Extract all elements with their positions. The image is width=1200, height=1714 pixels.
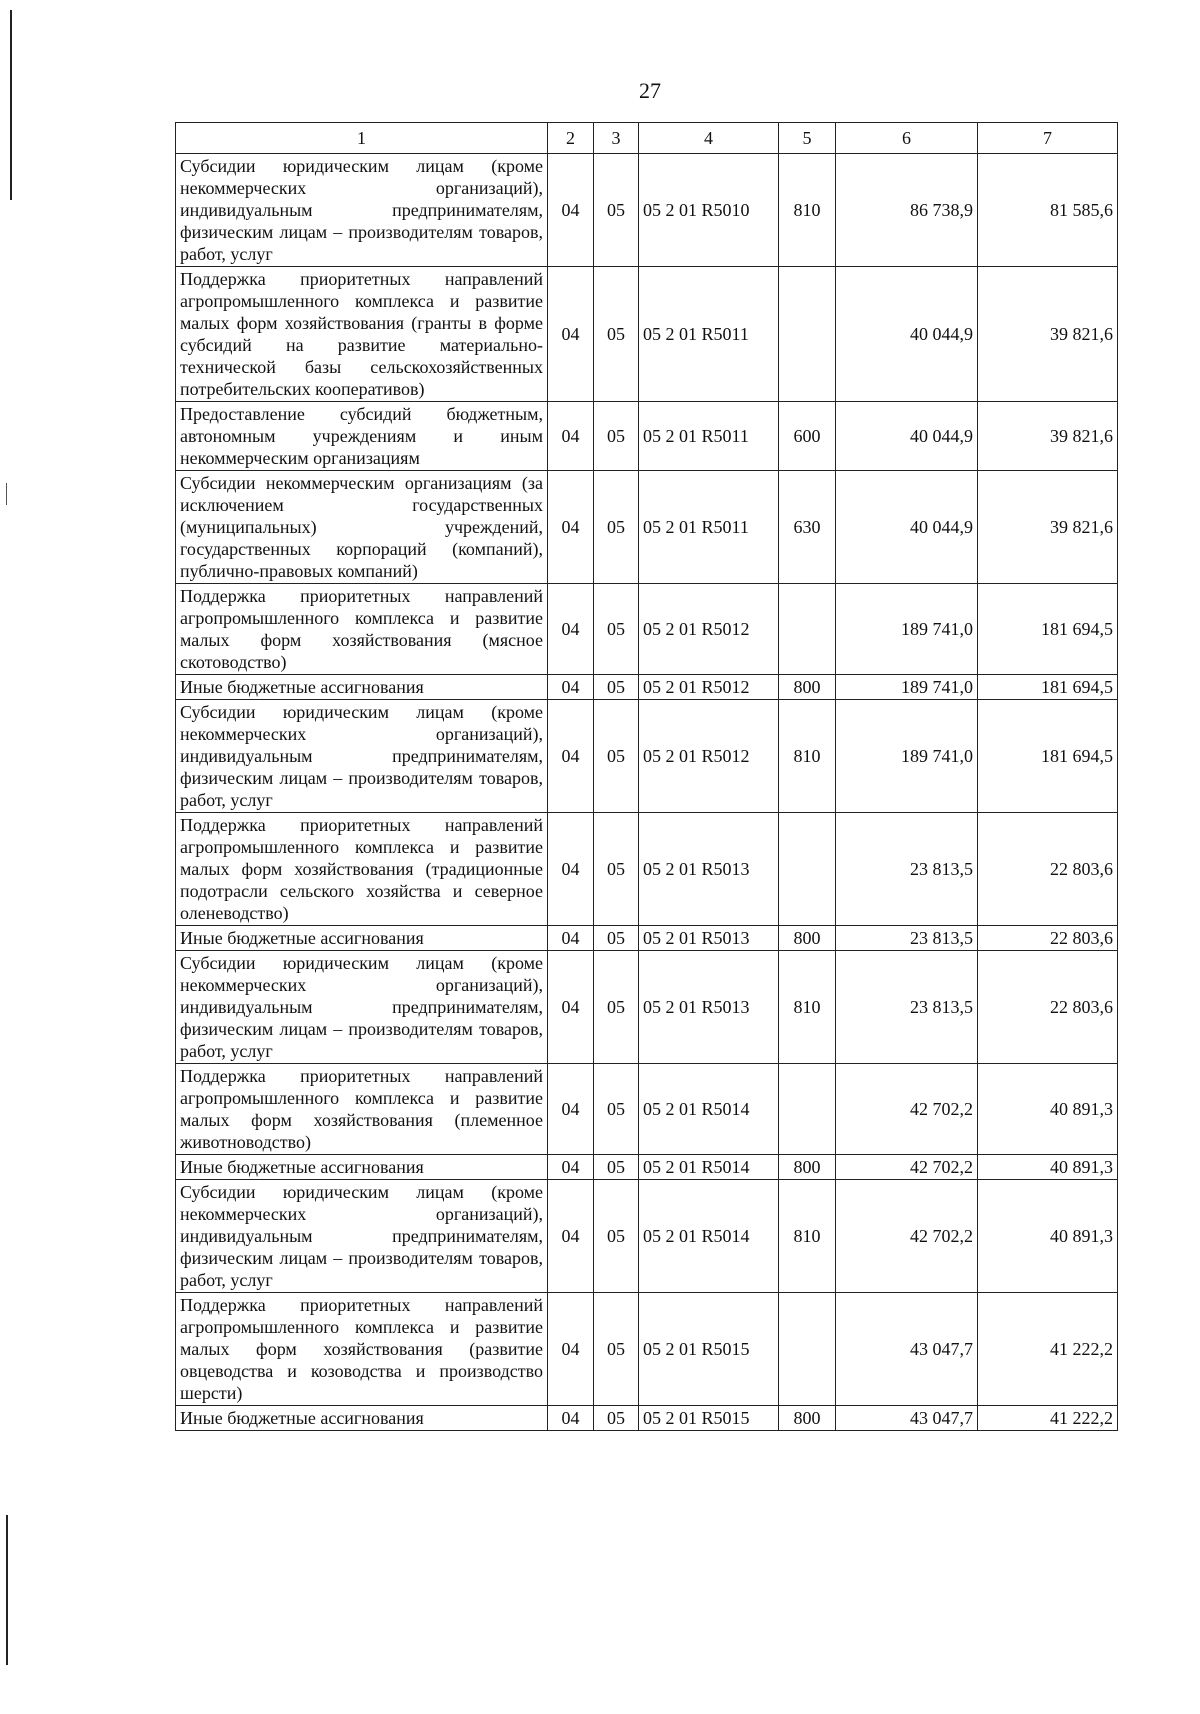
amount-col7-cell: 22 803,6 — [978, 951, 1118, 1064]
table-row — [176, 584, 1118, 675]
subsection-code-cell: 05 — [594, 1406, 639, 1431]
section-code-cell: 04 — [548, 471, 594, 584]
target-article-cell: 05 2 01 R5013 — [639, 926, 779, 951]
scan-edge-mark — [6, 483, 7, 505]
target-article-cell: 05 2 01 R5015 — [639, 1406, 779, 1431]
expense-type-cell: 600 — [779, 402, 836, 471]
amount-col6-cell: 42 702,2 — [836, 1064, 978, 1155]
amount-col6-cell: 40 044,9 — [836, 402, 978, 471]
item-name-cell: Субсидии юридическим лицам (кроме некоммерческих организаций), индивидуальным предпринимателям, физическим лицам – производителям товаров, работ, услуг — [176, 700, 548, 813]
section-code-cell: 04 — [548, 1180, 594, 1293]
subsection-code-cell: 05 — [594, 1293, 639, 1406]
amount-col7-cell: 39 821,6 — [978, 402, 1118, 471]
amount-col6-cell: 189 741,0 — [836, 675, 978, 700]
table-row — [176, 926, 1118, 951]
section-code-cell: 04 — [548, 1293, 594, 1406]
amount-col6-cell: 86 738,9 — [836, 154, 978, 267]
target-article-cell: 05 2 01 R5012 — [639, 584, 779, 675]
subsection-code-cell: 05 — [594, 926, 639, 951]
amount-col7-cell: 40 891,3 — [978, 1155, 1118, 1180]
section-code-cell: 04 — [548, 267, 594, 402]
amount-col7-cell: 22 803,6 — [978, 926, 1118, 951]
item-name-cell: Субсидии юридическим лицам (кроме некоммерческих организаций), индивидуальным предпринимателям, физическим лицам – производителям товаров, работ, услуг — [176, 951, 548, 1064]
subsection-code-cell: 05 — [594, 1180, 639, 1293]
subsection-code-cell: 05 — [594, 154, 639, 267]
table-row — [176, 267, 1118, 402]
section-code-cell: 04 — [548, 1064, 594, 1155]
section-code-cell: 04 — [548, 675, 594, 700]
table-row — [176, 1293, 1118, 1406]
section-code-cell: 04 — [548, 926, 594, 951]
target-article-cell: 05 2 01 R5010 — [639, 154, 779, 267]
amount-col7-cell: 39 821,6 — [978, 267, 1118, 402]
amount-col6-cell: 189 741,0 — [836, 700, 978, 813]
section-code-cell: 04 — [548, 813, 594, 926]
amount-col6-cell: 43 047,7 — [836, 1406, 978, 1431]
amount-col7-cell: 40 891,3 — [978, 1064, 1118, 1155]
page-number: 27 — [639, 78, 661, 103]
amount-col6-cell: 23 813,5 — [836, 951, 978, 1064]
expense-type-cell — [779, 1293, 836, 1406]
target-article-cell: 05 2 01 R5014 — [639, 1155, 779, 1180]
expense-type-cell: 800 — [779, 926, 836, 951]
target-article-cell: 05 2 01 R5012 — [639, 675, 779, 700]
target-article-cell: 05 2 01 R5014 — [639, 1180, 779, 1293]
amount-col7-cell: 181 694,5 — [978, 584, 1118, 675]
amount-col6-cell: 42 702,2 — [836, 1180, 978, 1293]
item-name-cell: Поддержка приоритетных направлений агропромышленного комплекса и развитие малых форм хозяйствования (гранты в форме субсидий на развитие материально-технической базы сельскохозяйственных потребительских кооперативов) — [176, 267, 548, 402]
item-name-cell: Иные бюджетные ассигнования — [176, 1155, 548, 1180]
amount-col6-cell: 40 044,9 — [836, 471, 978, 584]
column-header: 6 — [836, 123, 978, 154]
table-row — [176, 813, 1118, 926]
table-row — [176, 1064, 1118, 1155]
subsection-code-cell: 05 — [594, 402, 639, 471]
item-name-cell: Иные бюджетные ассигнования — [176, 1406, 548, 1431]
target-article-cell: 05 2 01 R5015 — [639, 1293, 779, 1406]
subsection-code-cell: 05 — [594, 584, 639, 675]
expense-type-cell: 630 — [779, 471, 836, 584]
amount-col6-cell: 189 741,0 — [836, 584, 978, 675]
item-name-cell: Поддержка приоритетных направлений агропромышленного комплекса и развитие малых форм хозяйствования (мясное скотоводство) — [176, 584, 548, 675]
column-header: 3 — [594, 123, 639, 154]
expense-type-cell: 810 — [779, 700, 836, 813]
amount-col7-cell: 40 891,3 — [978, 1180, 1118, 1293]
table-row — [176, 471, 1118, 584]
expense-type-cell — [779, 1064, 836, 1155]
column-header: 4 — [639, 123, 779, 154]
table-row — [176, 402, 1118, 471]
table-row — [176, 1155, 1118, 1180]
table-body — [176, 154, 1118, 1431]
header-row — [176, 123, 1118, 154]
subsection-code-cell: 05 — [594, 471, 639, 584]
column-header: 2 — [548, 123, 594, 154]
item-name-cell: Иные бюджетные ассигнования — [176, 675, 548, 700]
amount-col6-cell: 23 813,5 — [836, 926, 978, 951]
item-name-cell: Поддержка приоритетных направлений агропромышленного комплекса и развитие малых форм хозяйствования (племенное животноводство) — [176, 1064, 548, 1155]
target-article-cell: 05 2 01 R5011 — [639, 267, 779, 402]
target-article-cell: 05 2 01 R5011 — [639, 471, 779, 584]
amount-col7-cell: 41 222,2 — [978, 1406, 1118, 1431]
expense-type-cell: 800 — [779, 1155, 836, 1180]
section-code-cell: 04 — [548, 402, 594, 471]
scan-edge-line — [6, 1515, 8, 1665]
column-header: 1 — [176, 123, 548, 154]
amount-col7-cell: 181 694,5 — [978, 700, 1118, 813]
subsection-code-cell: 05 — [594, 675, 639, 700]
item-name-cell: Субсидии некоммерческим организациям (за исключением государственных (муниципальных) учреждений, государственных корпораций (компаний), публично-правовых компаний) — [176, 471, 548, 584]
target-article-cell: 05 2 01 R5013 — [639, 951, 779, 1064]
section-code-cell: 04 — [548, 154, 594, 267]
item-name-cell: Предоставление субсидий бюджетным, автономным учреждениям и иным некоммерческим организациям — [176, 402, 548, 471]
column-header: 7 — [978, 123, 1118, 154]
subsection-code-cell: 05 — [594, 813, 639, 926]
amount-col6-cell: 40 044,9 — [836, 267, 978, 402]
section-code-cell: 04 — [548, 1155, 594, 1180]
expense-type-cell — [779, 267, 836, 402]
amount-col6-cell: 23 813,5 — [836, 813, 978, 926]
table-row — [176, 1406, 1118, 1431]
amount-col7-cell: 41 222,2 — [978, 1293, 1118, 1406]
target-article-cell: 05 2 01 R5013 — [639, 813, 779, 926]
item-name-cell: Субсидии юридическим лицам (кроме некоммерческих организаций), индивидуальным предпринимателям, физическим лицам – производителям товаров, работ, услуг — [176, 154, 548, 267]
amount-col7-cell: 181 694,5 — [978, 675, 1118, 700]
expense-type-cell: 810 — [779, 1180, 836, 1293]
expense-type-cell — [779, 813, 836, 926]
scan-edge-line — [10, 10, 12, 200]
subsection-code-cell: 05 — [594, 700, 639, 813]
table-row — [176, 1180, 1118, 1293]
section-code-cell: 04 — [548, 584, 594, 675]
column-header: 5 — [779, 123, 836, 154]
amount-col7-cell: 39 821,6 — [978, 471, 1118, 584]
amount-col7-cell: 22 803,6 — [978, 813, 1118, 926]
target-article-cell: 05 2 01 R5014 — [639, 1064, 779, 1155]
section-code-cell: 04 — [548, 700, 594, 813]
section-code-cell: 04 — [548, 951, 594, 1064]
expense-type-cell: 800 — [779, 1406, 836, 1431]
subsection-code-cell: 05 — [594, 267, 639, 402]
item-name-cell: Иные бюджетные ассигнования — [176, 926, 548, 951]
amount-col6-cell: 42 702,2 — [836, 1155, 978, 1180]
subsection-code-cell: 05 — [594, 1064, 639, 1155]
table-row — [176, 700, 1118, 813]
table-row — [176, 675, 1118, 700]
expense-type-cell: 810 — [779, 154, 836, 267]
target-article-cell: 05 2 01 R5011 — [639, 402, 779, 471]
expense-type-cell: 800 — [779, 675, 836, 700]
item-name-cell: Субсидии юридическим лицам (кроме некоммерческих организаций), индивидуальным предпринимателям, физическим лицам – производителям товаров, работ, услуг — [176, 1180, 548, 1293]
target-article-cell: 05 2 01 R5012 — [639, 700, 779, 813]
item-name-cell: Поддержка приоритетных направлений агропромышленного комплекса и развитие малых форм хозяйствования (традиционные подотрасли сельского хозяйства и северное оленеводство) — [176, 813, 548, 926]
expense-type-cell: 810 — [779, 951, 836, 1064]
table-row — [176, 154, 1118, 267]
amount-col7-cell: 81 585,6 — [978, 154, 1118, 267]
table-row — [176, 951, 1118, 1064]
expense-type-cell — [779, 584, 836, 675]
item-name-cell: Поддержка приоритетных направлений агропромышленного комплекса и развитие малых форм хозяйствования (развитие овцеводства и козоводства и производство шерсти) — [176, 1293, 548, 1406]
subsection-code-cell: 05 — [594, 1155, 639, 1180]
subsection-code-cell: 05 — [594, 951, 639, 1064]
amount-col6-cell: 43 047,7 — [836, 1293, 978, 1406]
budget-table — [175, 122, 1118, 1431]
section-code-cell: 04 — [548, 1406, 594, 1431]
